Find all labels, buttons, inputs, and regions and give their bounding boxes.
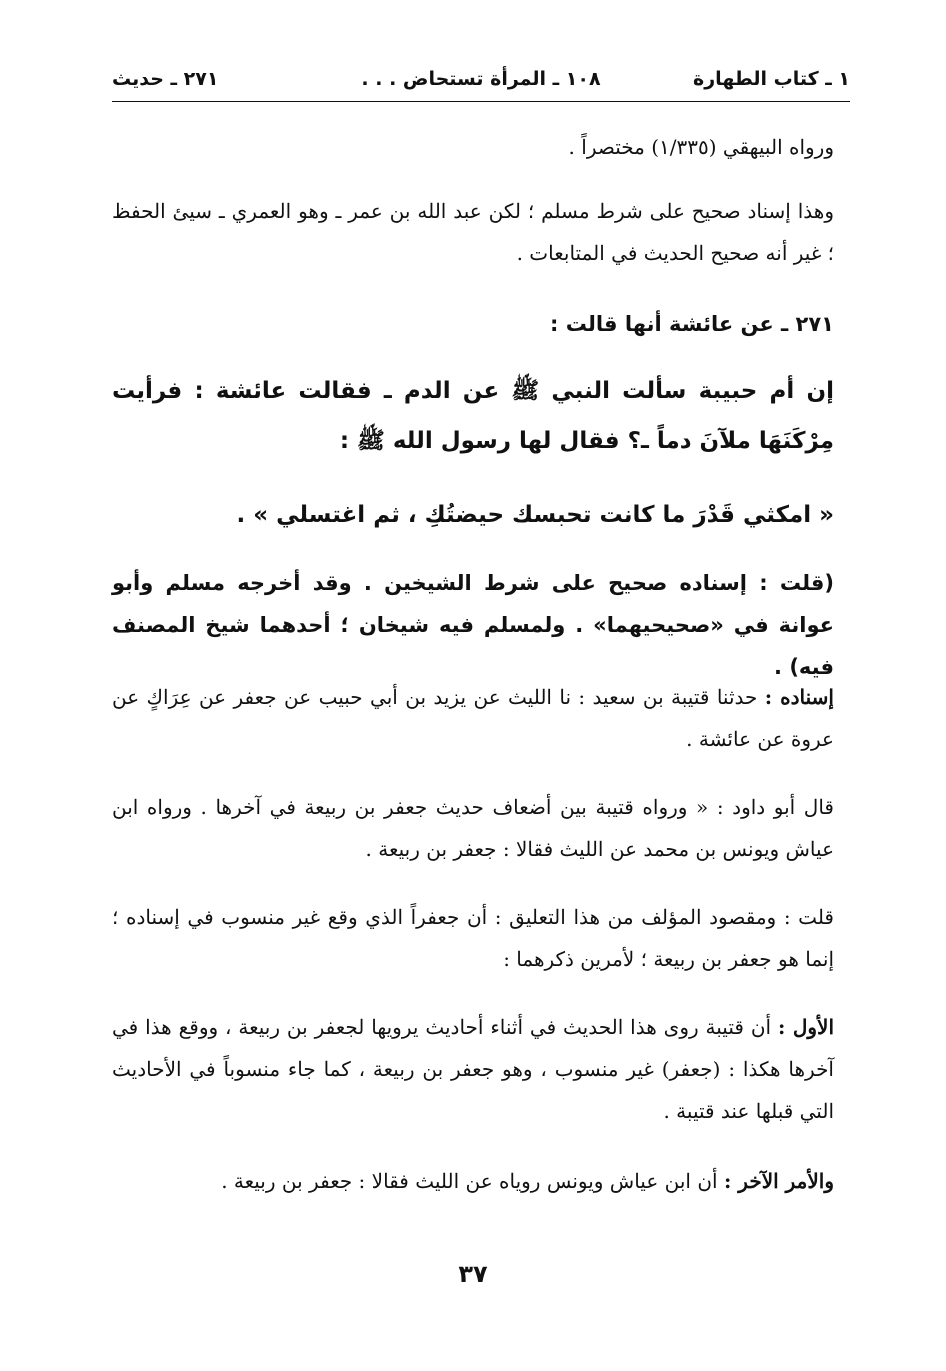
- header-chapter-title: ١٠٨ ـ المرأة تستحاض . . .: [361, 68, 601, 90]
- hadith-heading: [112, 303, 834, 345]
- paragraph-text: حدثنا قتيبة بن سعيد : نا الليث عن يزيد بن أبي حبيب عن جعفر عن عِرَاكٍ عن عروة عن عائشة .: [112, 685, 834, 751]
- paragraph-text: أن ابن عياش ويونس روياه عن الليث فقالا : جعفر بن ربيعة .: [221, 1169, 724, 1193]
- paragraph-abu-dawud: [112, 786, 834, 870]
- paragraph-text: أن قتيبة روى هذا الحديث في أثناء أحاديث يرويها لجعفر بن ربيعة ، ووقع هذا في آخرها هكذا : (جعفر) غير منسوب ، وهو جعفر بن ربيعة ، كما جاء منسوباً في الأحاديث التي قبلها عند قتيبة .: [112, 1015, 834, 1123]
- paragraph-isnad-note: [112, 190, 834, 274]
- paragraph-text: قال أبو داود : « ورواه قتيبة بين أضعاف حديث جعفر بن ربيعة في آخرها . ورواه ابن عياش ويونس بن محمد عن الليث فقالا : جعفر بن ربيعة .: [112, 795, 834, 861]
- paragraph-label: الأول :: [777, 1015, 835, 1039]
- paragraph-text: ٢٧١ ـ عن عائشة أنها قالت :: [550, 312, 834, 336]
- paragraph-first-reason: [112, 1006, 834, 1132]
- hadith-quote: [112, 490, 834, 540]
- paragraph-second-reason: [112, 1160, 834, 1202]
- paragraph-label: والأمر الآخر :: [723, 1169, 834, 1193]
- paragraph-text: إن أم حبيبة سألت النبي ﷺ عن الدم ـ فقالت عائشة : فرأيت مِرْكَنَهَا ملآنَ دماً ـ؟ فقال لها رسول الله ﷺ :: [112, 378, 834, 454]
- running-header: [112, 62, 850, 96]
- header-hadith-number: ٢٧١ ـ حديث: [112, 68, 219, 90]
- paragraph-text: وهذا إسناد صحيح على شرط مسلم ؛ لكن عبد الله بن عمر ـ وهو العمري ـ سيئ الحفظ ؛ غير أنه صحيح الحديث في المتابعات .: [112, 199, 834, 265]
- header-divider: [112, 101, 850, 102]
- paragraph-text: (قلت : إسناده صحيح على شرط الشيخين . وقد أخرجه مسلم وأبو عوانة في «صحيحيهما» . ولمسلم فيه شيخان ؛ أحدهما شيخ المصنف فيه) .: [112, 571, 834, 679]
- paragraph-text: قلت : ومقصود المؤلف من هذا التعليق : أن جعفراً الذي وقع غير منسوب في إسناده ؛ إنما هو جعفر بن ربيعة ؛ لأمرين ذكرهما :: [112, 905, 834, 971]
- header-book-title: ١ ـ كتاب الطهارة: [693, 68, 850, 90]
- paragraph-text: « امكثي قَدْرَ ما كانت تحبسك حيضتُكِ ، ثم اغتسلي » .: [236, 502, 834, 528]
- paragraph-label: إسناده :: [764, 685, 834, 709]
- paragraph-commentary: [112, 896, 834, 980]
- page-number: ٣٧: [458, 1260, 488, 1288]
- paragraph-isnad-chain: [112, 676, 834, 760]
- paragraph-text: ورواه البيهقي (١/٣٣٥) مختصراً .: [568, 135, 834, 159]
- grading-note: [112, 562, 834, 688]
- paragraph-bayhaqi: [112, 126, 834, 168]
- hadith-matn: [112, 366, 834, 466]
